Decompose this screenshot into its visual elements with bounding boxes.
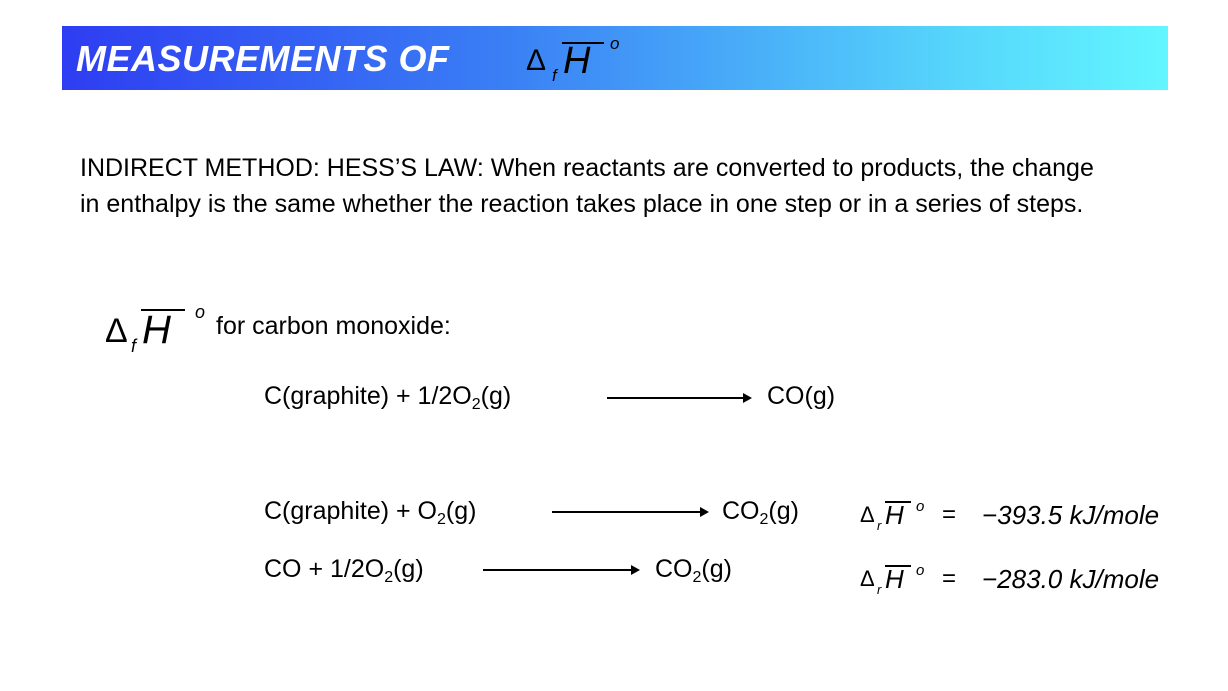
reaction-text: C(graphite) + 1/2O [264, 382, 472, 410]
reaction-right [655, 555, 732, 584]
enthalpy-value [860, 498, 1180, 538]
reaction-left [264, 497, 476, 526]
reaction-text: (g) [768, 497, 799, 525]
subscript-r: r [877, 518, 882, 533]
reaction-text: (g) [445, 497, 477, 525]
reaction-arrow [552, 511, 707, 513]
reaction-right [767, 382, 835, 411]
equals-sign: = [942, 565, 957, 592]
delta-glyph: Δ [860, 502, 875, 527]
reaction-left [264, 555, 424, 584]
h-glyph: H [142, 308, 171, 352]
reaction-text: CO(g) [767, 382, 836, 410]
enthalpy-number: −283.0 kJ/mole [982, 564, 1160, 594]
title-delta-f-h-symbol [526, 36, 626, 90]
subscript-f: f [552, 66, 557, 85]
subscript-r: r [877, 582, 882, 597]
h-glyph: H [563, 40, 591, 82]
reaction-text: C(graphite) + O [264, 497, 437, 525]
equals-sign: = [942, 501, 957, 528]
superscript-o: o [916, 562, 925, 579]
enthalpy-number: −393.5 kJ/mole [982, 500, 1160, 530]
superscript-o: o [916, 498, 925, 515]
reaction-right [722, 497, 799, 526]
reaction-subscript: 2 [471, 396, 481, 413]
enthalpy-value [860, 562, 1180, 602]
reaction-text: (g) [701, 555, 732, 583]
reaction-text: (g) [480, 382, 512, 410]
reaction-text: CO [655, 555, 693, 583]
delta-glyph: Δ [860, 566, 875, 591]
subject-text: for carbon monoxide: [216, 312, 451, 340]
reaction-subscript: 2 [759, 511, 769, 528]
subscript-f: f [131, 336, 137, 356]
reaction-text: (g) [393, 555, 424, 583]
reaction-arrow [607, 397, 750, 399]
delta-glyph: Δ [526, 44, 547, 77]
slide-title: MEASUREMENTS OF [76, 38, 450, 79]
hess-law-text: INDIRECT METHOD: HESS’S LAW: When reactants are converted to products, the change in enthalpy is the same whether the reaction takes place in one step or in a series of steps. [80, 154, 1094, 218]
reaction-subscript: 2 [437, 511, 446, 528]
reaction-subscript: 2 [384, 569, 394, 586]
delta-glyph: Δ [105, 312, 128, 350]
subject-delta-f-h-symbol [105, 302, 210, 372]
h-glyph: H [885, 500, 904, 530]
reaction-text: CO + 1/2O [264, 555, 385, 583]
reaction-subscript: 2 [692, 569, 702, 586]
superscript-o: o [195, 302, 206, 322]
reaction-text: CO [722, 497, 760, 525]
reaction-left [264, 382, 511, 411]
reaction-arrow [483, 569, 638, 571]
superscript-o: o [610, 34, 620, 53]
h-glyph: H [885, 564, 904, 594]
